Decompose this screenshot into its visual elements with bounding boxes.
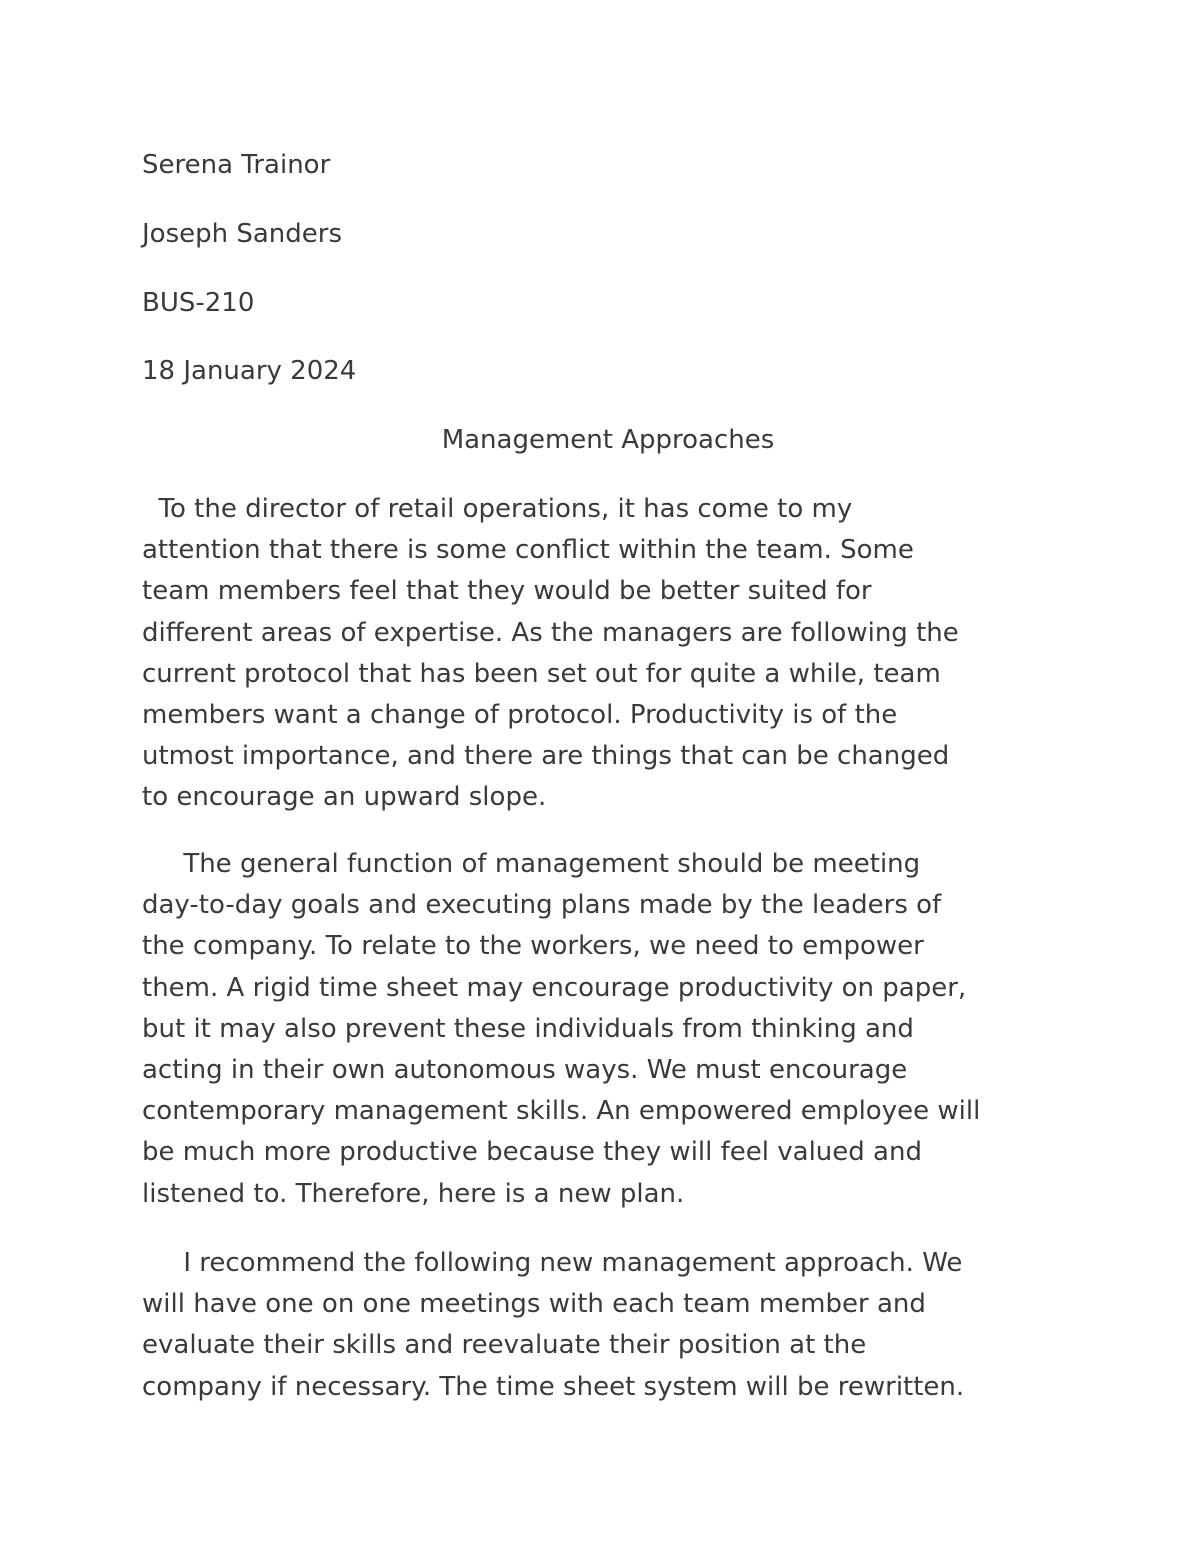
body-paragraph-2 [142,844,1072,1215]
student-name: Serena Trainor [142,150,331,180]
paragraph-line: evaluate their skills and reevaluate their position at the [142,1330,867,1361]
document-date: 18 January 2024 [142,356,357,386]
instructor-name: Joseph Sanders [142,219,343,249]
document-title: Management Approaches [441,425,775,455]
paragraph-line: different areas of expertise. As the managers are following the [142,617,959,648]
paragraph-line: To the director of retail operations, it has come to my [142,494,853,524]
course-code: BUS-210 [142,288,255,318]
paragraph-line: I recommend the following new management approach. We [142,1248,963,1278]
paragraph-line: The general function of management should be meeting [142,849,921,879]
paragraph-line: acting in their own autonomous ways. We must encourage [142,1055,908,1086]
body-paragraph-3 [142,1243,1072,1408]
paragraph-line: to encourage an upward slope. [142,782,547,813]
paragraph-line: day-to-day goals and executing plans made by the leaders of [142,890,942,921]
paragraph-line: utmost importance, and there are things that can be changed [142,741,950,772]
paragraph-line: them. A rigid time sheet may encourage productivity on paper, [142,972,967,1003]
paragraph-line: listened to. Therefore, here is a new plan. [142,1178,685,1209]
paragraph-line: contemporary management skills. An empowered employee will [142,1096,981,1127]
paragraph-line: attention that there is some conflict within the team. Some [142,535,914,566]
paragraph-line: will have one on one meetings with each team member and [142,1289,926,1320]
paragraph-line: be much more productive because they will feel valued and [142,1137,922,1168]
paragraph-line: members want a change of protocol. Productivity is of the [142,700,898,731]
paragraph-line: the company. To relate to the workers, we need to empower [142,931,924,962]
paragraph-line: company if necessary. The time sheet system will be rewritten. [142,1371,965,1402]
paragraph-line: team members feel that they would be better suited for [142,576,872,607]
paragraph-line: but it may also prevent these individuals from thinking and [142,1013,914,1044]
paragraph-line: current protocol that has been set out for quite a while, team [142,658,941,689]
body-paragraph-1 [142,489,1072,819]
